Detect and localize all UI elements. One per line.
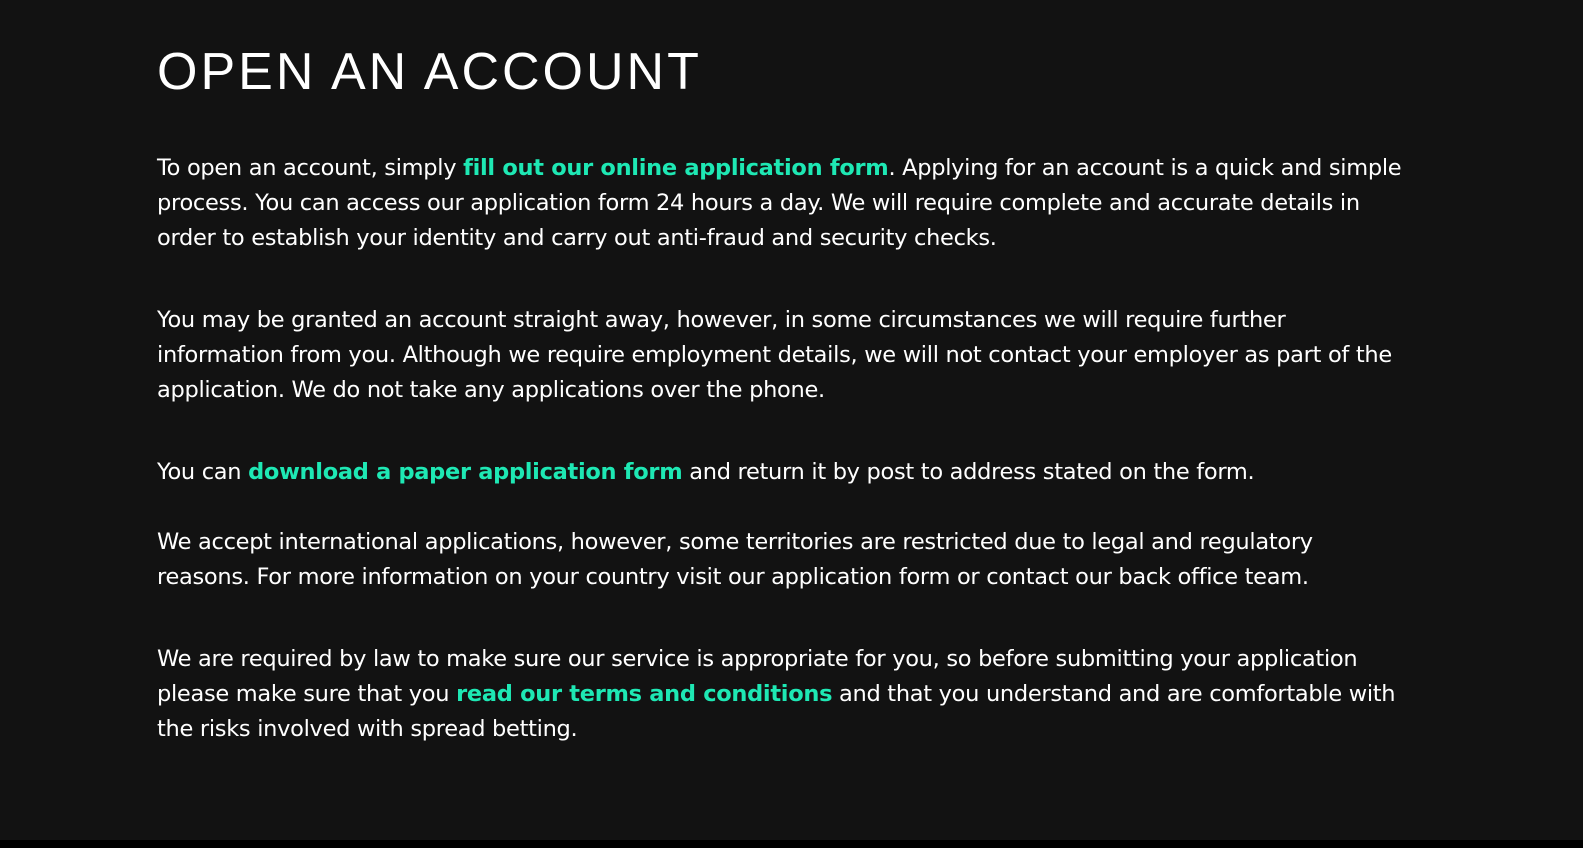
- terms-and-conditions-link[interactable]: read our terms and conditions: [456, 681, 833, 707]
- paragraph-online-application: [157, 151, 1407, 256]
- paragraph-text: and that you understand and are comfortable with the risks involved with spread betting.: [157, 681, 1396, 742]
- paragraph-text: To open an account, simply: [157, 155, 464, 181]
- paragraph-text: We are required by law to make sure our service is appropriate for you, so before submitting your application please make sure that you: [157, 646, 1358, 707]
- paragraph-international: We accept international applications, however, some territories are restricted due to legal and regulatory reasons. For more information on your country visit our application form or contact our back office team.: [157, 529, 1313, 590]
- paragraph-account-granting: You may be granted an account straight away, however, in some circumstances we will require further information from you. Although we require employment details, we will not contact your employer as part of the application. We do not take any applications over the phone.: [157, 307, 1392, 403]
- online-application-form-link[interactable]: fill out our online application form: [463, 155, 889, 181]
- main-content: [157, 40, 1407, 747]
- paragraph-paper-application: [157, 455, 1407, 490]
- download-paper-form-link[interactable]: download a paper application form: [248, 459, 683, 485]
- paragraph-text: . Applying for an account is a quick and simple process. You can access our application form 24 hours a day. We will require complete and accurate details in order to establish your identity and carry out anti-fraud and security checks.: [157, 155, 1402, 251]
- paragraph-terms: [157, 642, 1407, 747]
- paragraph-text: You can: [157, 459, 249, 485]
- page-title: OPEN AN ACCOUNT: [157, 43, 702, 101]
- bottom-divider: [0, 840, 1583, 848]
- paragraph-text: and return it by post to address stated on the form.: [682, 459, 1255, 485]
